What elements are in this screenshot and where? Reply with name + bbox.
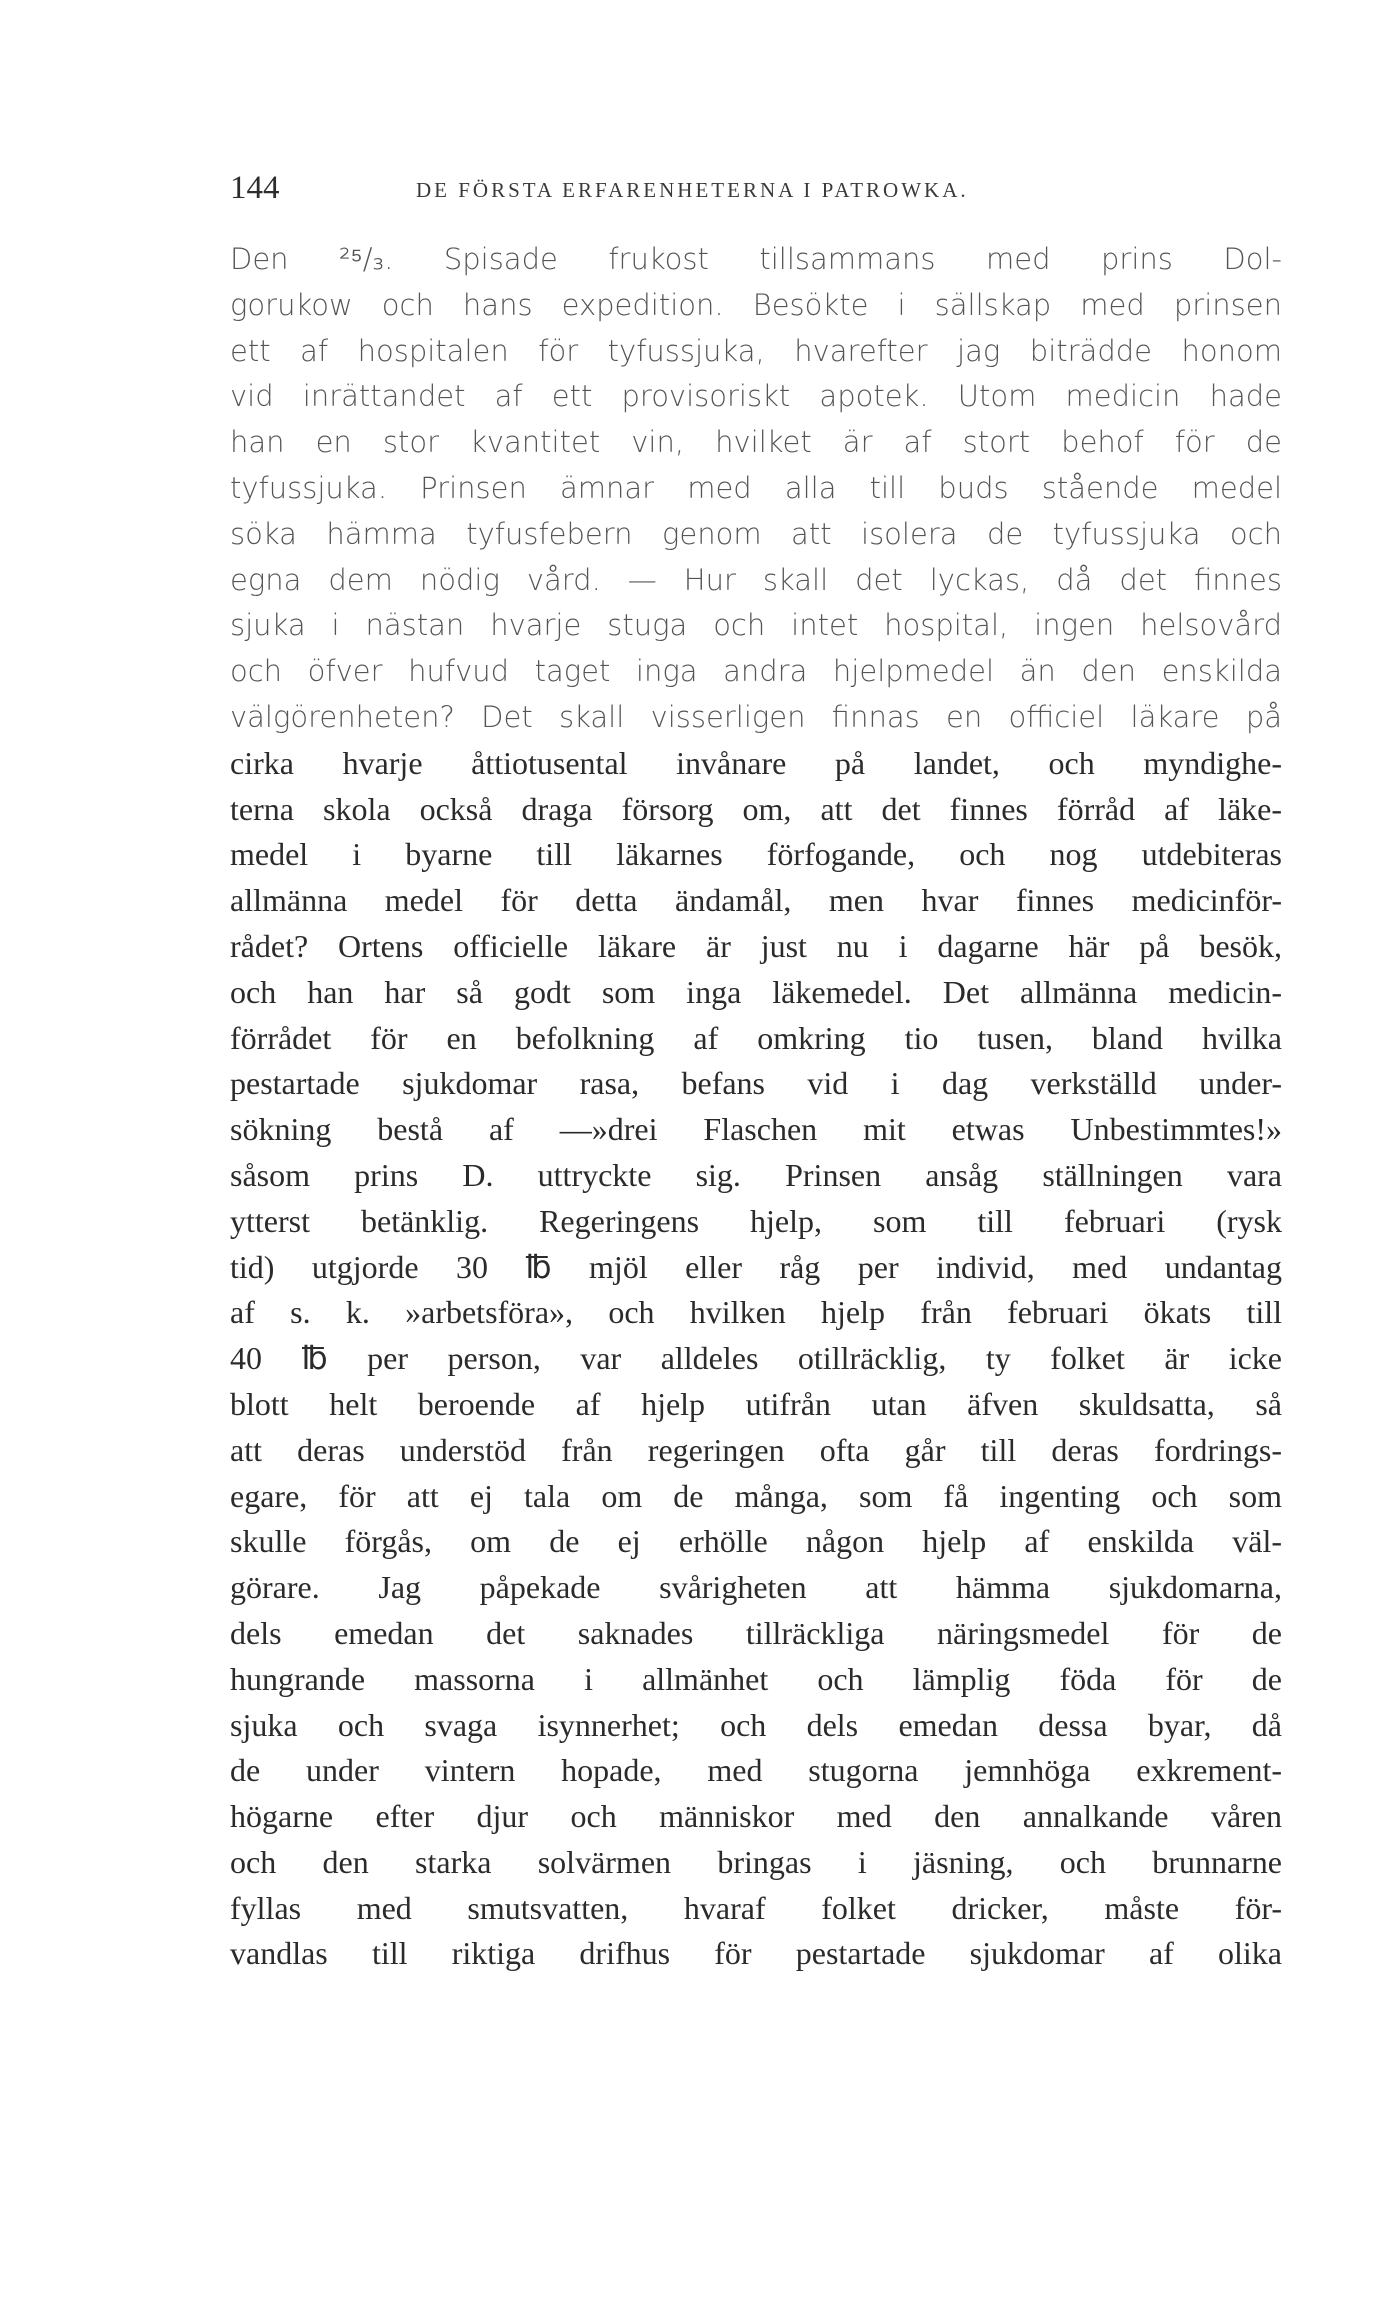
text-line: medel i byarne till läkarnes förfogande, och nog utdebiteras <box>230 836 1282 873</box>
text-line: och han har så godt som inga läkemedel. Det allmänna medicin- <box>230 973 1282 1010</box>
text-line: allmänna medel för detta ändamål, men hvar finnes medicinför- <box>230 882 1282 919</box>
text-line: välgörenheten? Det skall visserligen finnas en officiel läkare på <box>230 699 1282 734</box>
page-header <box>230 170 1282 210</box>
text-line: tid) utgjorde 30 ℔ mjöl eller råg per individ, med undantag <box>230 1248 1282 1285</box>
text-line: rådet? Ortens officielle läkare är just nu i dagarne här på besök, <box>230 927 1282 964</box>
text-line: vandlas till riktiga drifhus för pestartade sjukdomar af olika <box>230 1935 1282 1972</box>
text-line: görare. Jag påpekade svårigheten att hämma sjukdomarna, <box>230 1569 1282 1606</box>
text-line: förrådet för en befolkning af omkring tio tusen, bland hvilka <box>230 1019 1282 1056</box>
text-line: och öfver hufvud taget inga andra hjelpmedel än den enskilda <box>230 654 1282 689</box>
text-line: blott helt beroende af hjelp utifrån utan äfven skuldsatta, så <box>230 1385 1282 1422</box>
text-line: terna skola också draga försorg om, att det finnes förråd af läke- <box>230 790 1282 827</box>
text-line: såsom prins D. uttryckte sig. Prinsen ansåg ställningen vara <box>230 1156 1282 1193</box>
body-text <box>230 237 1282 1977</box>
text-line: söka hämma tyfusfebern genom att isolera de tyfussjuka och <box>230 516 1282 551</box>
text-line: sjuka och svaga isynnerhet; och dels emedan dessa byar, då <box>230 1706 1282 1743</box>
text-line: sjuka i nästan hvarje stuga och intet hospital, ingen helsovård <box>230 608 1282 643</box>
text-line: att deras understöd från regeringen ofta går till deras fordrings- <box>230 1431 1282 1468</box>
text-line: skulle förgås, om de ej erhölle någon hjelp af enskilda väl- <box>230 1523 1282 1560</box>
text-line: egna dem nödig vård. — Hur skall det lyckas, då det finnes <box>230 562 1282 597</box>
text-line: sökning bestå af —»drei Flaschen mit etwas Unbestimmtes!» <box>230 1111 1282 1148</box>
text-line: gorukow och hans expedition. Besökte i sällskap med prinsen <box>230 287 1282 322</box>
text-line: cirka hvarje åttiotusental invånare på landet, och myndighe- <box>230 744 1282 781</box>
text-line: af s. k. »arbetsföra», och hvilken hjelp från februari ökats till <box>230 1294 1282 1331</box>
page-number: 144 <box>230 170 280 206</box>
text-line: och den starka solvärmen bringas i jäsning, och brunnarne <box>230 1843 1282 1880</box>
text-line: han en stor kvantitet vin, hvilket är af stort behof för de <box>230 425 1282 460</box>
running-title: DE FÖRSTA ERFARENHETERNA I PATROWKA. <box>416 178 969 202</box>
text-line: dels emedan det saknades tillräckliga näringsmedel för de <box>230 1614 1282 1651</box>
text-line: ytterst betänklig. Regeringens hjelp, som till februari (rysk <box>230 1202 1282 1239</box>
text-line: ett af hospitalen för tyfussjuka, hvarefter jag biträdde honom <box>230 333 1282 368</box>
text-line: 40 ℔ per person, var alldeles otillräcklig, ty folket är icke <box>230 1340 1282 1377</box>
text-line: fyllas med smutsvatten, hvaraf folket dricker, måste för- <box>230 1889 1282 1926</box>
text-line: högarne efter djur och människor med den annalkande våren <box>230 1798 1282 1835</box>
text-line: vid inrättandet af ett provisoriskt apotek. Utom medicin hade <box>230 379 1282 414</box>
text-line: Den ²⁵/₃. Spisade frukost tillsammans med prins Dol- <box>230 242 1282 276</box>
text-line: pestartade sjukdomar rasa, befans vid i dag verkställd under- <box>230 1065 1282 1102</box>
text-line: egare, för att ej tala om de många, som få ingenting och som <box>230 1477 1282 1514</box>
text-line: de under vintern hopade, med stugorna jemnhöga exkrement- <box>230 1752 1282 1789</box>
text-line: hungrande massorna i allmänhet och lämplig föda för de <box>230 1660 1282 1697</box>
text-line: tyfussjuka. Prinsen ämnar med alla till buds stående medel <box>230 470 1282 505</box>
